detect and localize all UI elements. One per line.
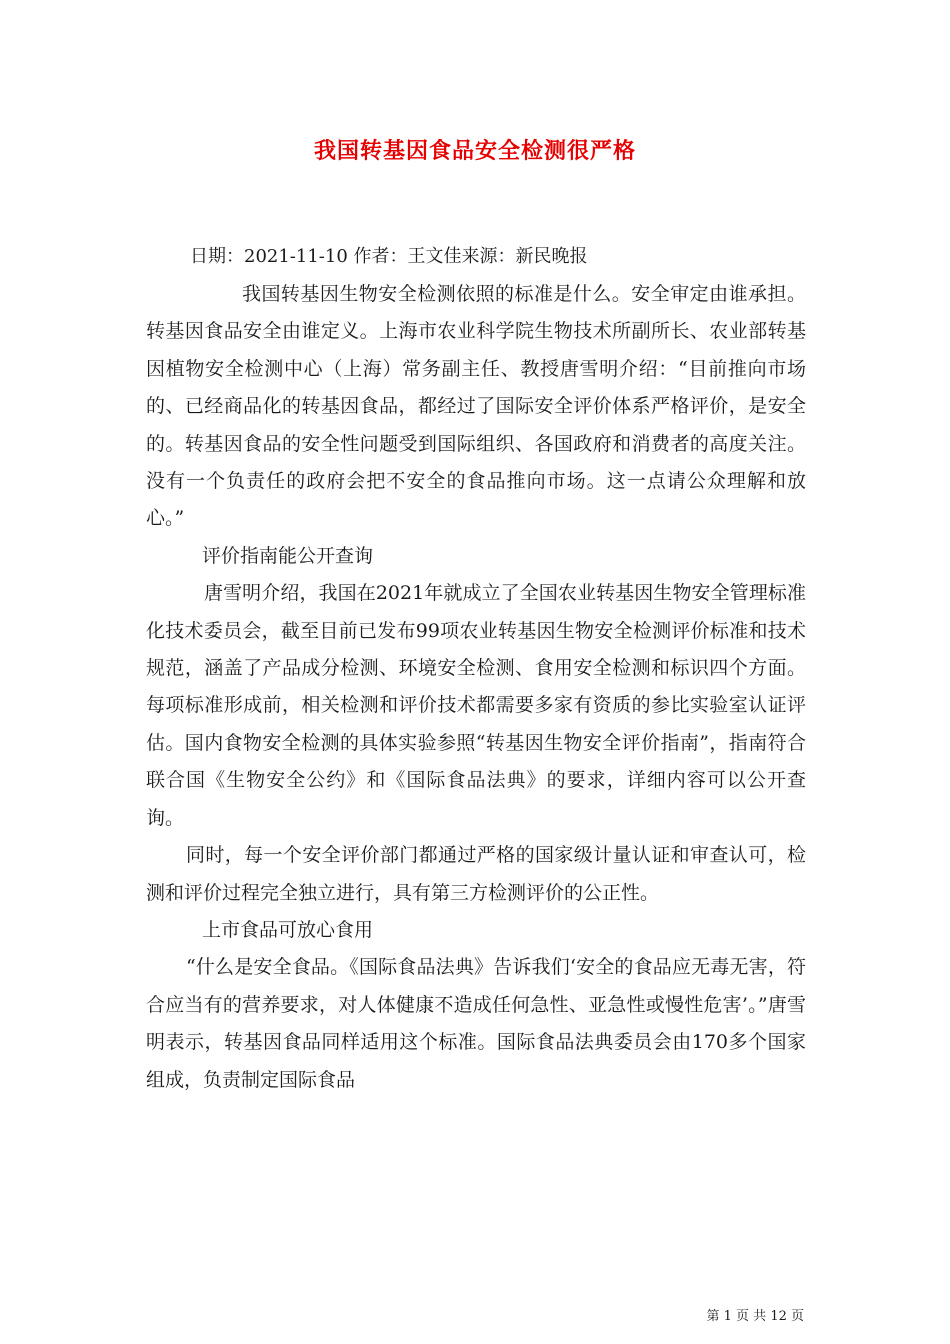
paragraph-safe-food: “什么是安全食品。《国际食品法典》告诉我们‘安全的食品应无毒无害，符合应当有的营养要求，对人体健康不造成任何急性、亚急性或慢性危害’。”唐雪明表示，转基因食品同样适用这个标准。国际食品法典委员会由170多个国家组成，负责制定国际食品 xyxy=(146,956,806,1091)
article-meta: 日期：2021-11-10 作者：王文佳来源：新民晚报 xyxy=(190,246,588,267)
paragraph-standards: 唐雪明介绍，我国在2021年就成立了全国农业转基因生物安全管理标准化技术委员会，截至目前已发布99项农业转基因生物安全检测评价标准和技术规范，涵盖了产品成分检测、环境安全检测、食用安全检测和标识四个方面。每项标准形成前，相关检测和评价技术都需要多家有资质的参比实验室认证评估。国内食物安全检测的具体实验参照“转基因生物安全评价指南”，指南符合联合国《生物安全公约》和《国际食品法典》的要求，详细内容可以公开查询。 xyxy=(146,582,806,829)
article-body xyxy=(146,276,806,1099)
section-heading-guide: 评价指南能公开查询 xyxy=(202,544,374,567)
paragraph-intro: 我国转基因生物安全检测依照的标准是什么。安全审定由谁承担。转基因食品安全由谁定义。上海市农业科学院生物技术所副所长、农业部转基因植物安全检测中心（上海）常务副主任、教授唐雪明介绍：“目前推向市场的、已经商品化的转基因食品，都经过了国际安全评价体系严格评价，是安全的。转基因食品的安全性问题受到国际组织、各国政府和消费者的高度关注。没有一个负责任的政府会把不安全的食品推向市场。这一点请公众理解和放心。” xyxy=(146,283,806,530)
paragraph-certification: 同时，每一个安全评价部门都通过严格的国家级计量认证和审查认可，检测和评价过程完全独立进行，具有第三方检测评价的公正性。 xyxy=(146,844,806,904)
page-number: 第 1 页 共 12 页 xyxy=(706,1309,804,1324)
page-title: 我国转基因食品安全检测很严格 xyxy=(313,138,636,164)
section-heading-food: 上市食品可放心食用 xyxy=(202,918,374,941)
